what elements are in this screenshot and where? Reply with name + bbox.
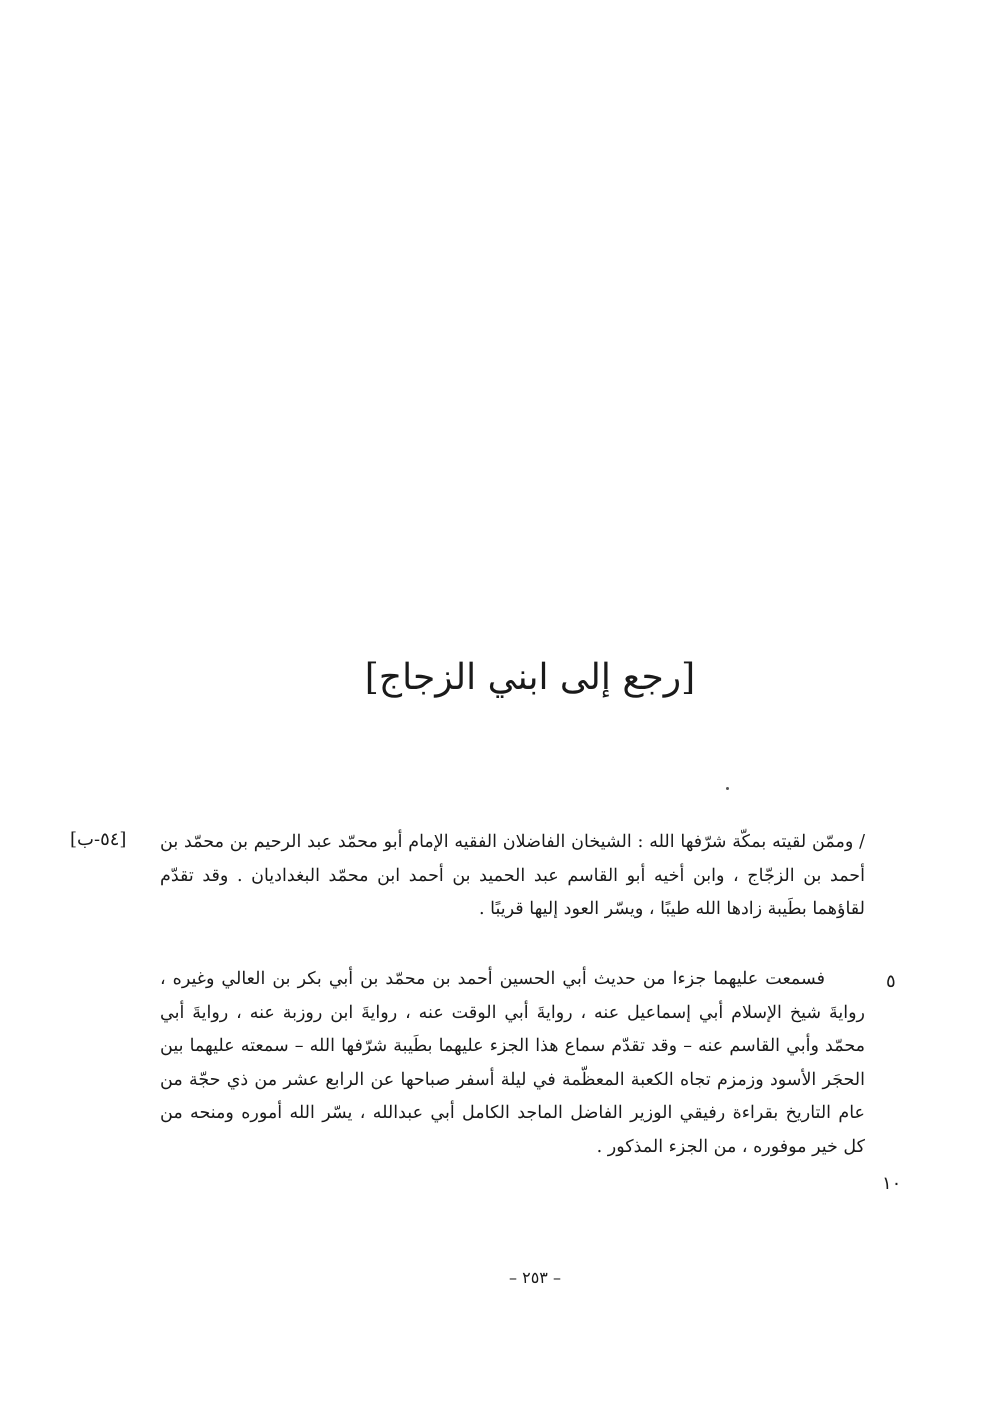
body-paragraph-1: / وممّن لقيته بمكّة شرّفها الله : الشيخان الفاضلان الفقيه الإمام أبو محمّد عبد الرحيم بن محمّد بن أحمد بن الزجّاج ، وابن أخيه أبو القاسم عبد الحميد بن أحمد ابن محمّد البغداديان . وقد تقدّم لقاؤهما بطَيبة زادها الله طيبًا ، ويسّر العود إليها قريبًا . (160, 832, 865, 920)
body-paragraph-2: فسمعت عليهما جزءا من حديث أبي الحسين أحمد بن محمّد بن أبي بكر بن العالي وغيره ، روايةَ شيخ الإسلام أبي إسماعيل عنه ، روايةَ أبي الوقت عنه ، روايةَ ابن روزبة عنه ، روايةَ أبي محمّد وأبي القاسم عنه – وقد تقدّم سماع هذا الجزء عليهما بطَيبة شرّفها الله – سمعته عليهما بين الحجَر الأسود وزمزم تجاه الكعبة المعظّمة في ليلة أسفر صباحها عن الرابع عشر من ذي حجّة من عام التاريخ بقراءة رفيقي الوزير الفاضل الماجد الكامل أبي عبدالله ، يسّر الله أموره ومنحه من كل خير موفوره ، من الجزء المذكور . (160, 969, 865, 1157)
page-number: – ٢٥٣ – (509, 1268, 561, 1287)
line-number-5: ٥ (886, 971, 896, 992)
section-heading: [رجع إلى ابني الزجاج] (364, 657, 696, 698)
manuscript-folio-reference: [٥٤-ب] (70, 829, 127, 850)
ink-dot (726, 787, 729, 790)
line-number-10: ١٠ (882, 1173, 902, 1194)
